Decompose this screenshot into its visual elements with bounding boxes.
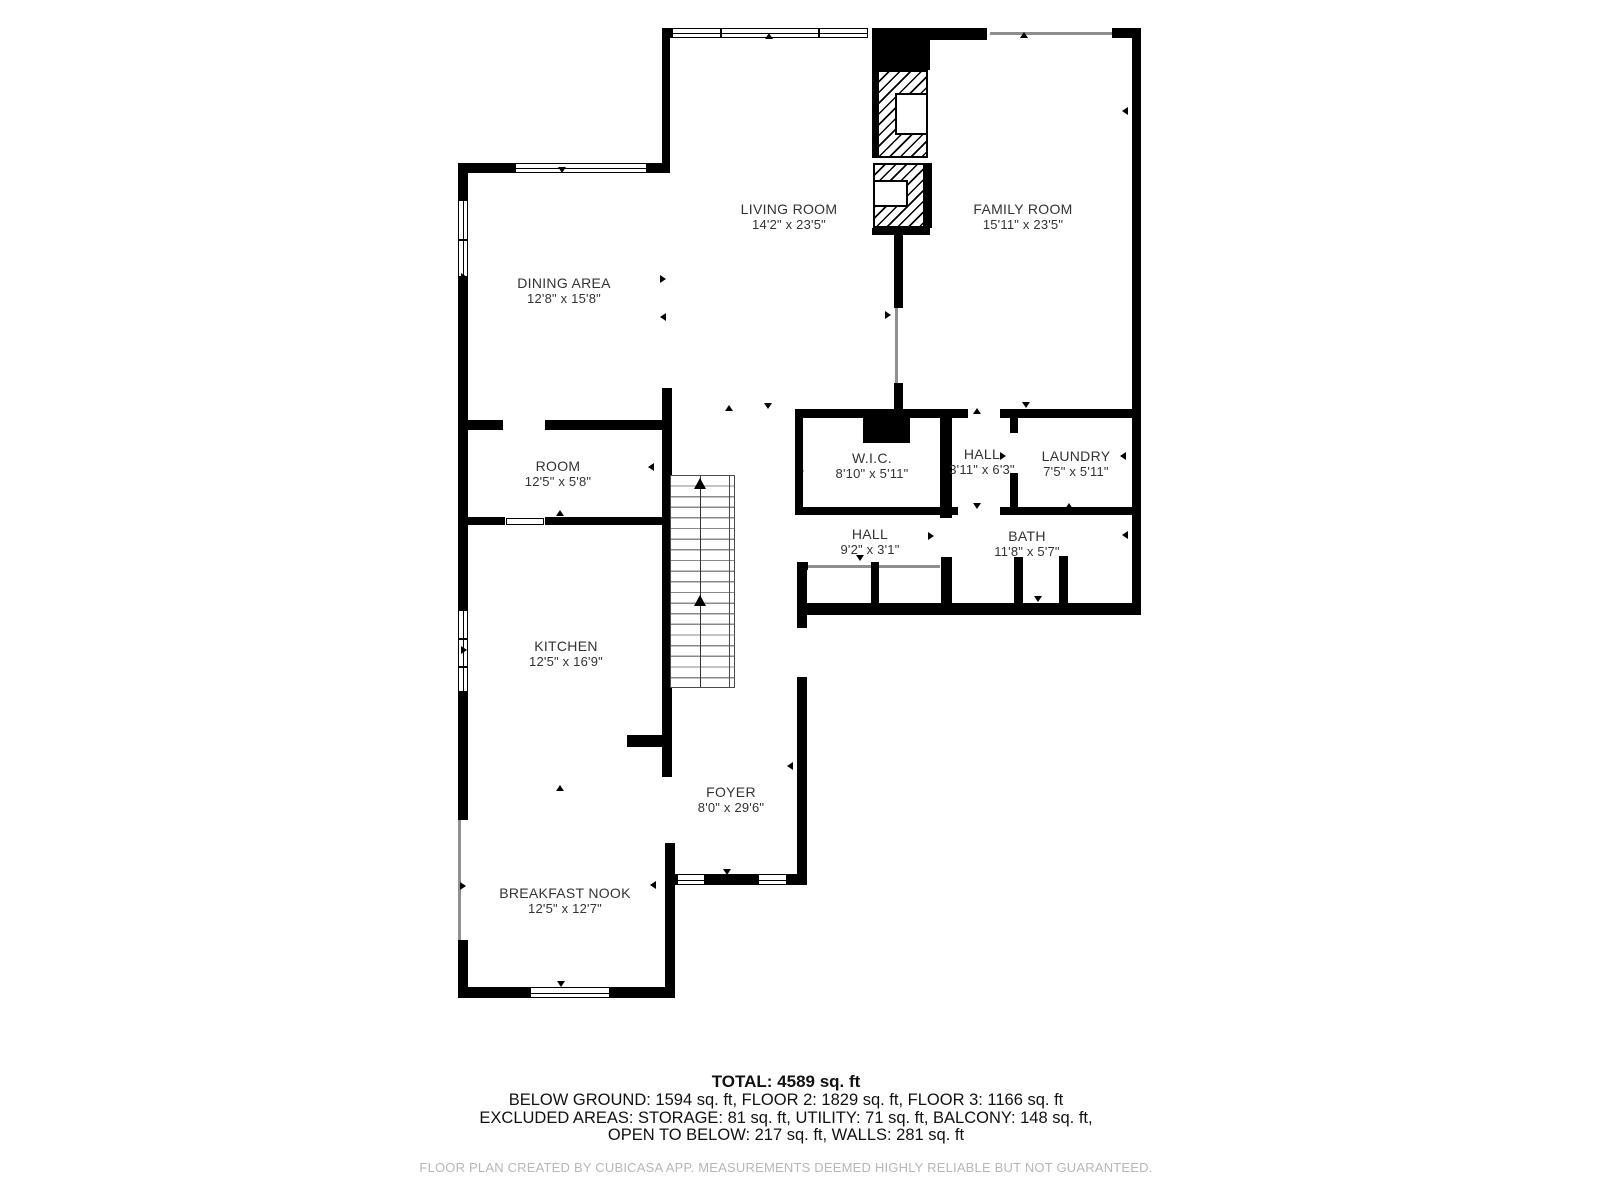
wall — [1010, 409, 1018, 433]
wall — [545, 420, 663, 430]
stair-center-line — [700, 476, 701, 687]
measurement-tick — [648, 463, 654, 471]
room-label-family-room — [973, 202, 1072, 232]
total-area-text: TOTAL: 4589 sq. ft — [711, 1072, 861, 1091]
wall — [930, 28, 987, 40]
room-dimensions: 9'2" x 3'1" — [840, 542, 900, 557]
measurement-tick — [928, 532, 934, 540]
room-name: HALL — [963, 446, 1001, 462]
wall — [705, 874, 758, 885]
room-name: LIVING ROOM — [740, 201, 838, 217]
wall — [458, 163, 468, 200]
measurement-tick — [556, 510, 564, 516]
window-mullion — [459, 666, 467, 668]
room-label-hall-upper — [949, 447, 1015, 477]
wall — [1010, 473, 1018, 515]
wall — [797, 562, 808, 570]
wall — [545, 517, 663, 525]
measurement-tick — [1122, 531, 1128, 539]
measurement-tick — [1020, 32, 1028, 38]
measurement-tick — [1022, 402, 1030, 408]
room-label-room — [525, 459, 591, 489]
room-name: FOYER — [706, 784, 756, 800]
wall — [941, 557, 952, 605]
disclaimer-text: FLOOR PLAN CREATED BY CUBICASA APP. MEASUREMENTS DEEMED HIGHLY RELIABLE BUT NOT GUARANTEED. — [419, 1160, 1153, 1175]
wall — [458, 277, 468, 420]
fireplace — [873, 163, 925, 228]
measurement-tick — [650, 881, 656, 889]
wall — [627, 735, 665, 747]
opening — [458, 820, 461, 940]
room-name: DINING AREA — [517, 275, 611, 291]
measurement-tick — [765, 33, 773, 39]
room-label-kitchen — [529, 639, 603, 669]
wall — [1014, 557, 1023, 605]
room-name: ROOM — [535, 458, 581, 474]
opening — [895, 308, 898, 383]
measurement-tick — [787, 762, 793, 770]
fireplace-firebox — [873, 180, 908, 207]
room-name: FAMILY ROOM — [973, 201, 1073, 217]
measurement-tick — [764, 403, 772, 409]
room-label-breakfast-nook — [499, 886, 631, 916]
room-dimensions: 12'5" x 5'8" — [524, 474, 592, 489]
measurement-tick — [461, 646, 467, 654]
wall — [797, 563, 807, 628]
room-dimensions: 3'11" x 6'3" — [949, 462, 1015, 477]
room-label-dining-area — [517, 276, 611, 306]
room-name: LAUNDRY — [1041, 448, 1111, 464]
window — [677, 874, 705, 885]
window — [758, 874, 787, 885]
wall — [468, 420, 503, 430]
wall — [797, 677, 807, 885]
window-mullion — [818, 29, 820, 37]
room-name: W.I.C. — [852, 450, 892, 466]
fireplace-firebox — [895, 93, 928, 135]
measurement-tick — [725, 405, 733, 411]
room-dimensions: 14'2" x 23'5" — [752, 217, 826, 232]
measurement-tick — [557, 981, 565, 987]
room-label-wic — [836, 451, 909, 481]
room-dimensions: 8'0" x 29'6" — [697, 800, 765, 815]
opening — [808, 565, 871, 568]
room-label-bath — [994, 529, 1060, 559]
measurement-tick — [885, 311, 891, 319]
measurement-tick — [460, 882, 466, 890]
wall — [1112, 28, 1140, 38]
wall — [795, 507, 958, 515]
room-name: KITCHEN — [534, 638, 598, 654]
room-dimensions: 8'10" x 5'11" — [835, 466, 909, 481]
wall — [468, 517, 505, 525]
room-label-living-room — [741, 202, 838, 232]
room-name: BATH — [1008, 528, 1046, 544]
wall — [665, 843, 675, 998]
window — [515, 163, 647, 173]
stair-edge — [729, 476, 730, 687]
measurement-tick — [723, 869, 731, 875]
wall — [797, 603, 1140, 615]
measurement-tick — [1065, 410, 1073, 416]
wall — [458, 517, 468, 610]
measurement-tick — [798, 467, 804, 475]
room-dimensions: 12'8" x 15'8" — [527, 291, 601, 306]
window-mullion — [459, 638, 467, 640]
measurement-tick — [973, 503, 981, 509]
wall — [871, 562, 879, 605]
excluded-areas-text-2: OPEN TO BELOW: 217 sq. ft, WALLS: 281 sq. ft — [607, 1126, 965, 1144]
window-mullion — [459, 239, 467, 241]
wall — [894, 383, 903, 410]
room-label-hall-lower — [840, 527, 899, 557]
measurement-tick — [1122, 107, 1128, 115]
measurement-tick — [660, 313, 666, 321]
measurement-tick — [556, 785, 564, 791]
measurement-tick — [664, 764, 670, 772]
wall — [458, 692, 468, 820]
chimney — [872, 28, 930, 70]
measurement-tick — [1065, 503, 1073, 509]
room-dimensions: 12'5" x 12'7" — [528, 901, 602, 916]
room-dimensions: 12'5" x 16'9" — [529, 654, 603, 669]
measurement-tick — [973, 408, 981, 414]
window — [530, 987, 610, 998]
excluded-areas-text: EXCLUDED AREAS: STORAGE: 81 sq. ft, UTILITY: 71 sq. ft, BALCONY: 148 sq. ft, — [479, 1109, 1093, 1127]
room-name: HALL — [851, 526, 889, 542]
room-dimensions: 11'8" x 5'7" — [994, 544, 1060, 559]
wall — [872, 228, 930, 235]
measurement-tick — [461, 273, 467, 281]
wall — [795, 409, 803, 515]
measurement-tick — [845, 409, 853, 415]
room-dimensions: 15'11" x 23'5" — [982, 217, 1064, 232]
wall — [1132, 28, 1141, 615]
fireplace — [877, 70, 928, 158]
window — [458, 200, 468, 277]
window-mullion — [720, 29, 722, 37]
wall — [458, 987, 530, 998]
room-label-laundry — [1042, 449, 1111, 479]
room-name: BREAKFAST NOOK — [499, 885, 631, 901]
stair-up-arrow-icon — [694, 595, 706, 606]
door-leaf — [863, 412, 910, 443]
wall — [925, 163, 932, 228]
wall — [1059, 556, 1068, 605]
floor-areas-text: BELOW GROUND: 1594 sq. ft, FLOOR 2: 1829 sq. ft, FLOOR 3: 1166 sq. ft — [508, 1091, 1064, 1109]
staircase — [670, 475, 735, 688]
wall — [662, 28, 670, 163]
pocket-door — [506, 518, 544, 525]
room-label-foyer — [698, 785, 764, 815]
room-dimensions: 7'5" x 5'11" — [1043, 464, 1109, 479]
wall — [647, 163, 670, 173]
wall — [665, 874, 677, 885]
measurement-tick — [558, 167, 566, 173]
measurement-tick — [1034, 596, 1042, 602]
measurement-tick — [660, 275, 666, 283]
stair-up-arrow-icon — [694, 478, 706, 489]
opening — [879, 565, 940, 568]
measurement-tick — [1120, 452, 1126, 460]
opening — [990, 32, 1112, 35]
wall — [894, 235, 903, 308]
measurement-tick — [461, 464, 467, 472]
